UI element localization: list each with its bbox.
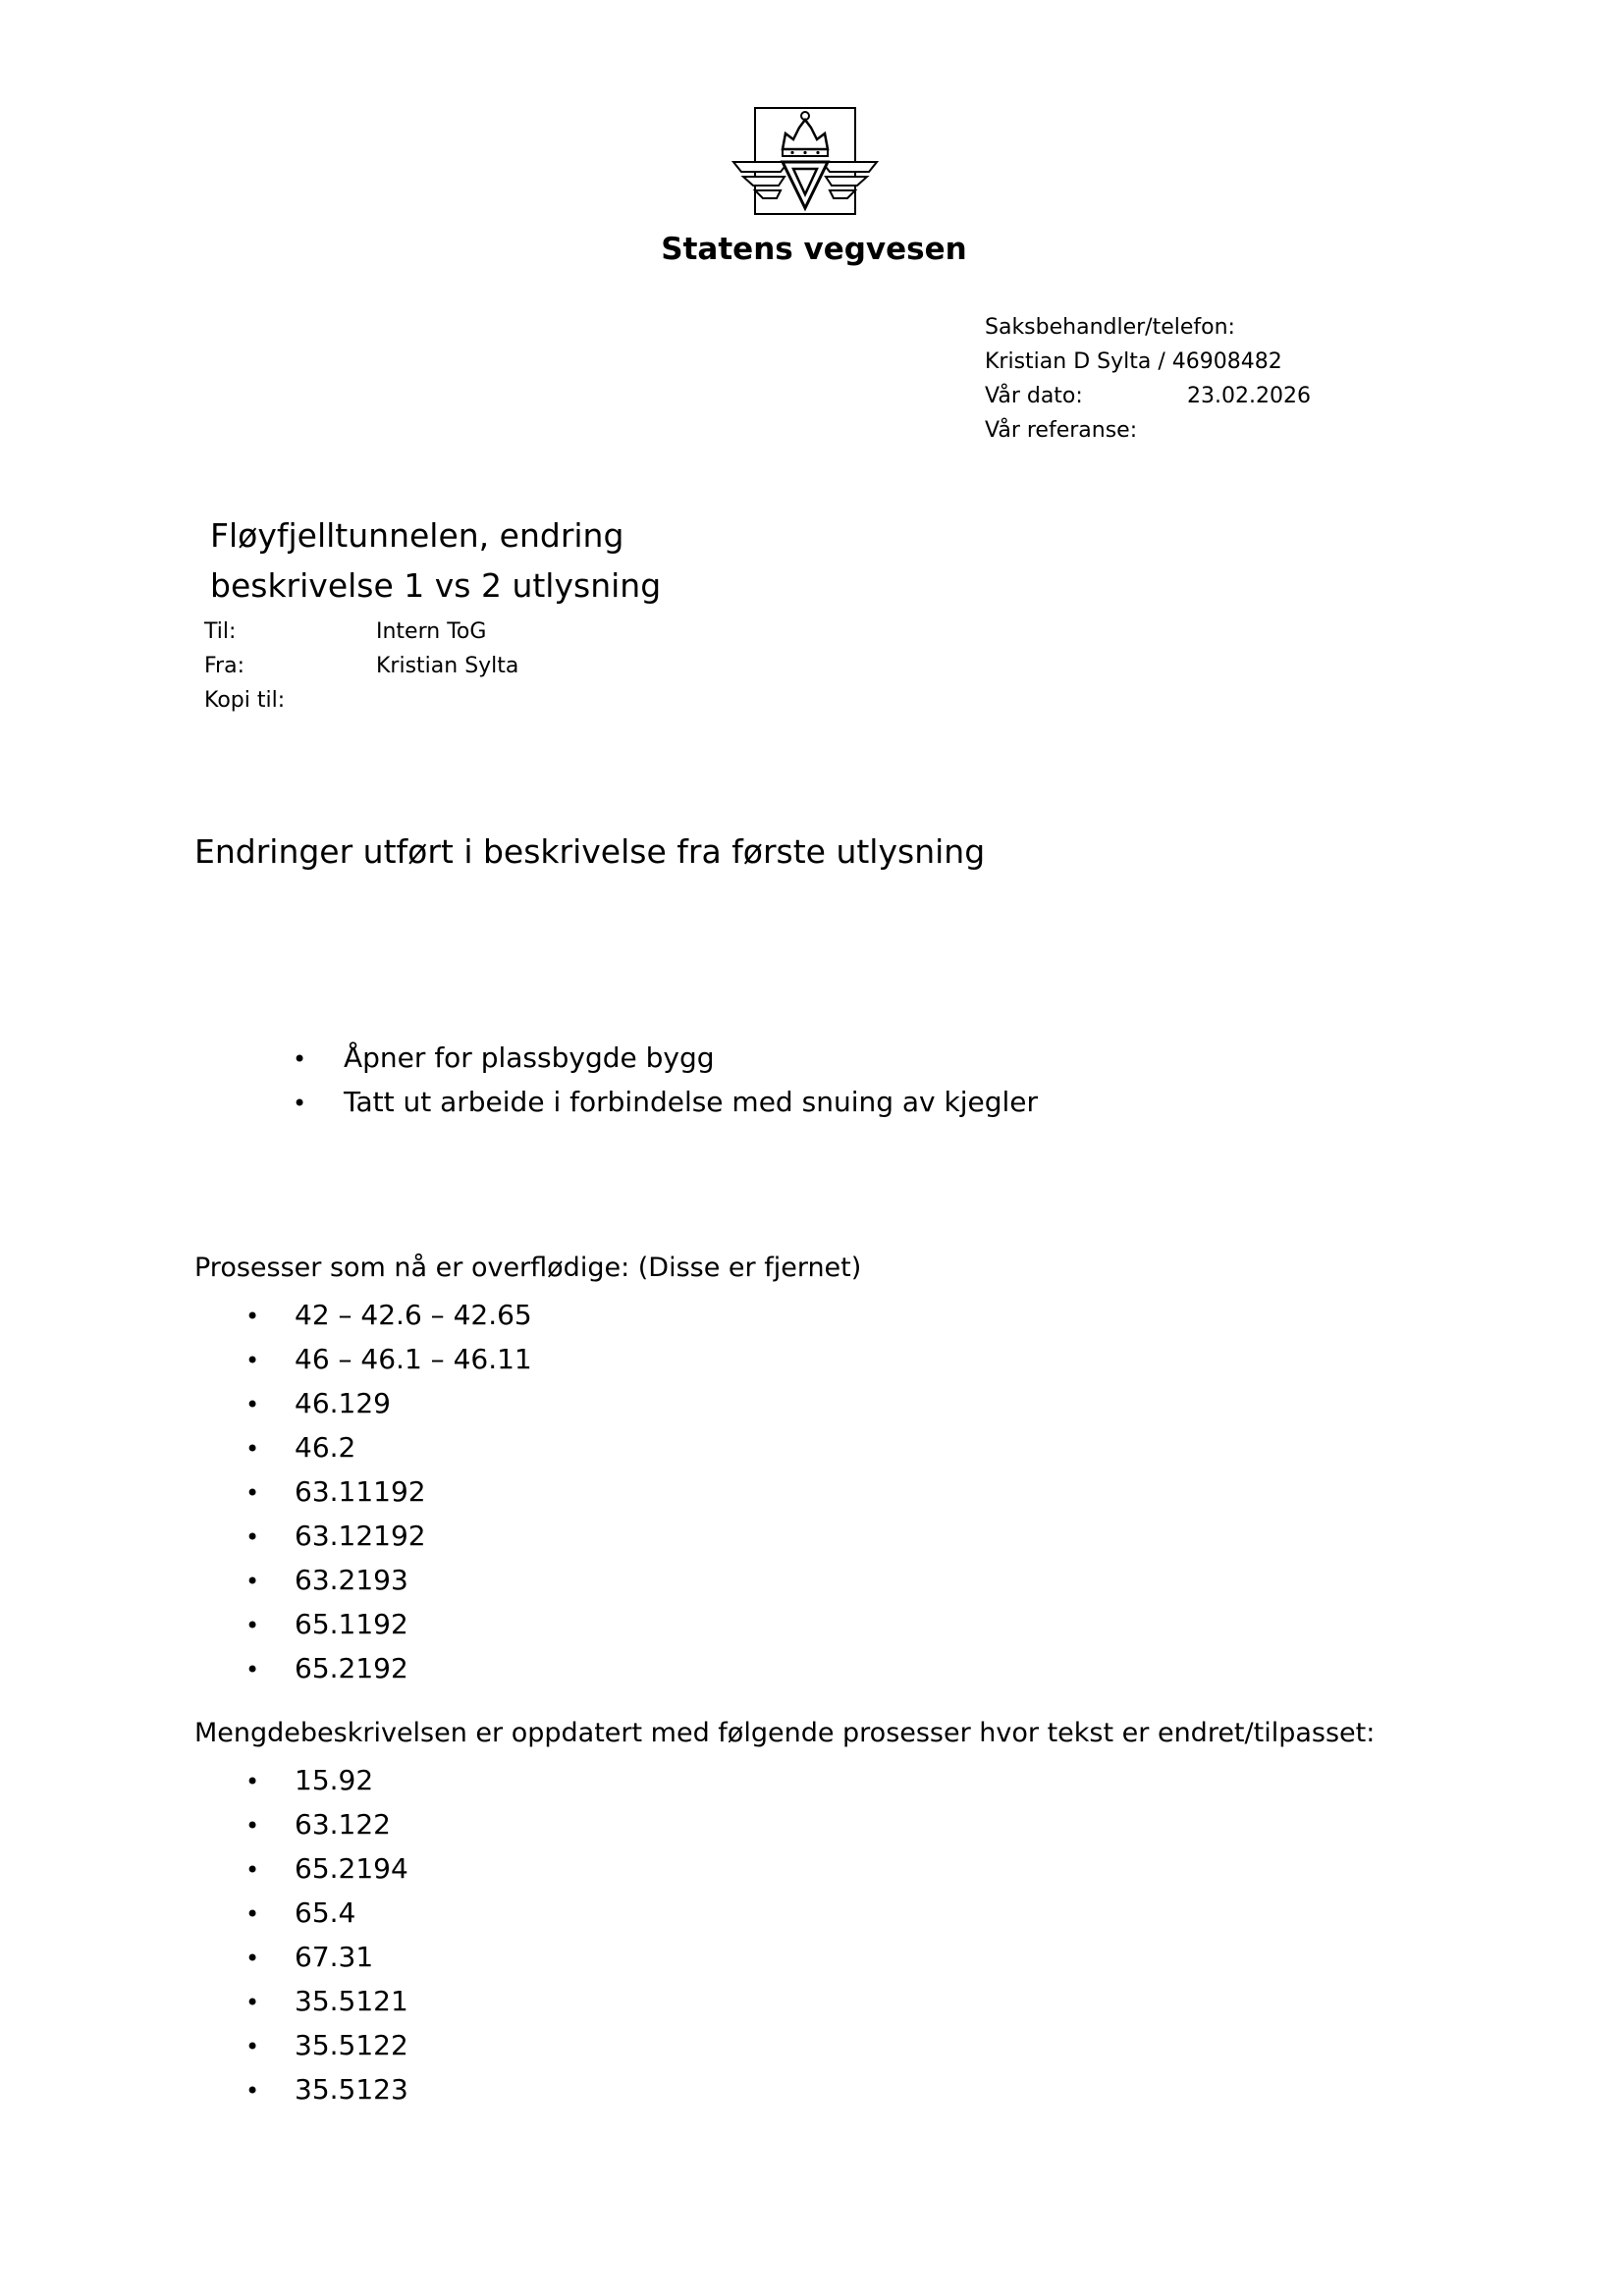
list-item: • Åpner for plassbygde bygg [293,1041,715,1074]
list-item: • 46.129 [245,1387,391,1419]
list-item: • 63.12192 [245,1520,426,1552]
list-item: • 63.122 [245,1808,391,1841]
list-item: • 65.1192 [245,1608,408,1640]
list-item: • 46.2 [245,1431,356,1464]
title-line-1: Fløyfjelltunnelen, endring [210,516,624,555]
list-item: • 67.31 [245,1941,374,1973]
updated-intro: Mengdebeskrivelsen er oppdatert med følgende prosesser hvor tekst er endret/tilpasset: [194,1718,1376,1748]
routing-block [204,614,518,718]
cc-row [204,683,518,718]
removed-list [245,1294,532,1691]
list-item: • 46 – 46.1 – 46.11 [245,1343,532,1375]
list-item: • 35.5123 [245,2073,408,2106]
statens-vegvesen-crest-icon [731,106,879,218]
date-row [985,379,1311,413]
document-title [210,510,661,611]
list-item: • 63.2193 [245,1564,408,1596]
removed-intro: Prosesser som nå er overflødige: (Disse er fjernet) [194,1253,862,1283]
list-item: • 42 – 42.6 – 42.65 [245,1299,532,1331]
list-item: • 35.5122 [245,2029,408,2061]
from-label: Fra: [204,654,244,678]
list-item: • 35.5121 [245,1985,408,2017]
title-line-2: beskrivelse 1 vs 2 utlysning [210,566,662,605]
changes-list [293,1037,1038,1125]
list-item: • 63.11192 [245,1475,426,1508]
to-value: Intern ToG [376,619,487,644]
date-label: Vår dato: [985,384,1083,408]
reference-label: Vår referanse: [985,418,1138,443]
list-item: • 65.2192 [245,1652,408,1684]
to-label: Til: [204,619,237,644]
list-item: • 65.2194 [245,1852,408,1885]
cc-label: Kopi til: [204,688,286,713]
to-row [204,614,518,649]
list-item: • 15.92 [245,1764,374,1796]
handler-value: Kristian D Sylta / 46908482 [985,349,1282,374]
section-heading: Endringer utført i beskrivelse fra første utlysning [194,832,986,871]
from-row [204,649,518,683]
brand-name: Statens vegvesen [661,232,967,267]
case-meta [985,310,1311,448]
list-item: • 65.4 [245,1896,356,1929]
handler-label: Saksbehandler/telefon: [985,315,1235,340]
from-value: Kristian Sylta [376,654,519,678]
updated-list [245,1759,408,2112]
list-item: • Tatt ut arbeide i forbindelse med snuing av kjegler [293,1086,1039,1118]
date-value: 23.02.2026 [1187,384,1311,408]
